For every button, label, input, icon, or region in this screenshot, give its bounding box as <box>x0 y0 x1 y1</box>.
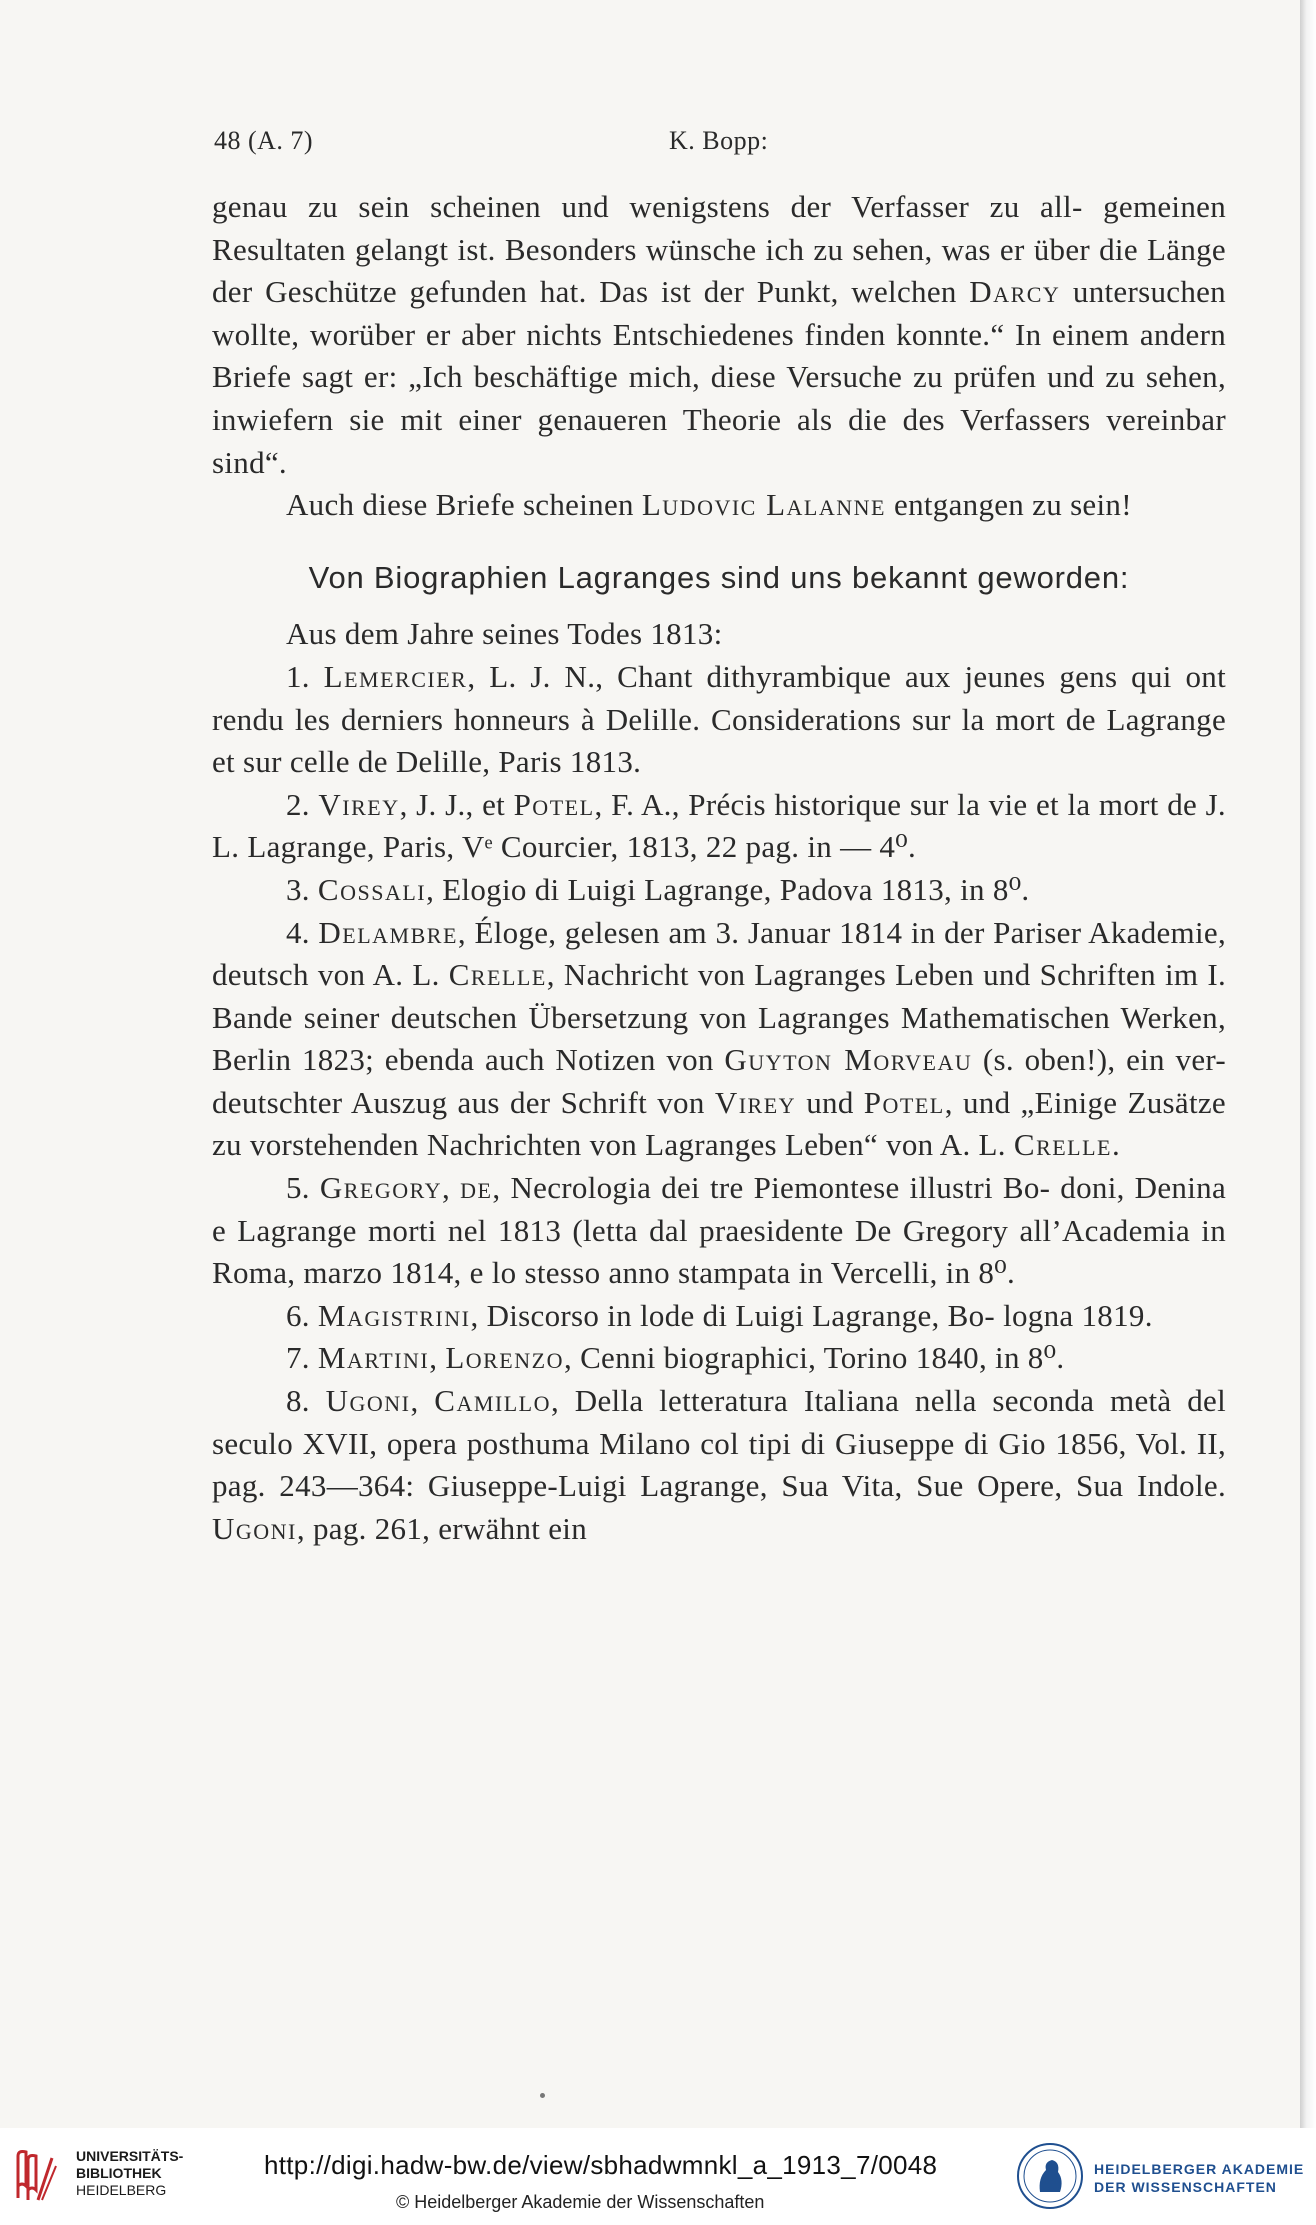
author-name: Gregory <box>319 1170 442 1206</box>
text-run: , Della letteratura Italiana nella seconda metà del seculo XVII, opera posthuma Milano col tipi di Giuseppe di Gio 1856, Vol. II, pag. 243—364: Giuseppe-Luigi Lagrange, Sua Vita, Sue Opere, Sua Indole. <box>212 1383 1226 1504</box>
text-run: , F. A., Précis historique sur la vie et la mort de J. L. Lagrange, Paris, Vᵉ Courcier, 1813, 22 pag. in — 4⁰. <box>212 786 1226 865</box>
text-run: und <box>796 1084 864 1120</box>
text-run: 3. <box>286 871 318 907</box>
bibliography-entry <box>212 869 1226 912</box>
bibliography-list <box>212 656 1226 1550</box>
author-name: Crelle <box>1013 1127 1112 1163</box>
author-name: Ugoni <box>325 1383 411 1419</box>
permalink-url[interactable]: http://digi.hadw-bw.de/view/sbhadwmnkl_a_1913_7/0048 <box>264 2150 938 2180</box>
author-name: Magistrini <box>317 1297 471 1333</box>
author-name: Martini <box>317 1340 430 1376</box>
author-name: Ludovic Lalanne <box>641 487 886 523</box>
print-speck <box>540 2093 545 2098</box>
text-run: , und „Einige Zusätze zu vorstehenden Nachrichten von Lagranges Leben“ von A. L. <box>212 1084 1226 1163</box>
text-run: 6. <box>286 1297 318 1333</box>
bibliography-entry <box>212 1295 1226 1338</box>
paragraph-1 <box>212 186 1226 484</box>
footer-bar <box>0 2128 1316 2225</box>
author-name: Camillo <box>434 1383 551 1419</box>
bibliography-entry <box>212 1167 1226 1295</box>
text-run: , <box>429 1340 446 1376</box>
text-run: 4. <box>286 914 319 950</box>
bibliography-entry <box>212 912 1226 1168</box>
running-head-author: K. Bopp: <box>669 126 769 155</box>
author-name: Darcy <box>969 274 1061 310</box>
text-run: . <box>1112 1127 1121 1163</box>
section-heading: Von Biographien Lagranges sind uns bekannt geworden: <box>308 559 1130 595</box>
text-run: 1. <box>286 658 324 694</box>
text-run: , Cenni biographici, Torino 1840, in 8⁰. <box>563 1340 1065 1376</box>
page-edge <box>1300 0 1316 2128</box>
page-number: 48 (A. 7) <box>214 126 314 155</box>
text-run: , Discorso in lode di Luigi Lagrange, Bo- logna 1819. <box>470 1297 1153 1333</box>
author-name: Potel <box>513 786 595 822</box>
author-name: Potel <box>863 1084 945 1120</box>
text-run: , <box>410 1383 435 1419</box>
text-run: , Éloge, gelesen am 3. Januar 1814 in der Pariser Akademie, deutsch von A. L. <box>212 914 1226 993</box>
paragraph-2 <box>212 484 1226 527</box>
text-run: 7. <box>286 1340 318 1376</box>
text-run: , J. J., et <box>399 786 514 822</box>
text-run: untersuchen wollte, worüber er aber nichts Entschiedenes finden konnte.“ In einem andern Briefe sagt er: „Ich beschäftige mich, diese Versuche zu prüfen und zu sehen, inwiefern sie mit einer genaueren Theorie als die des Verfassers vereinbar sind“. <box>212 274 1226 480</box>
author-name: Virey <box>318 786 400 822</box>
university-library-logo-icon <box>12 2146 66 2204</box>
author-name: Cossali <box>317 871 427 907</box>
bibliography-entry <box>212 1380 1226 1550</box>
author-name: Delambre <box>318 914 458 950</box>
intro-line: Aus dem Jahre seines Todes 1813: <box>286 616 723 652</box>
text-run: entgangen zu sein! <box>885 487 1132 523</box>
author-name: Virey <box>714 1084 797 1120</box>
running-head <box>214 126 1224 162</box>
author-name: Lemercier <box>323 658 468 694</box>
bibliography-entry <box>212 784 1226 869</box>
text-run: 8. <box>286 1383 326 1419</box>
text-run: , Nachricht von Lagranges Leben und Schriften im I. Bande seiner deutschen Übersetzung von Lagranges Mathematischen Werken, Berlin 1823; ebenda auch Notizen von <box>212 957 1226 1078</box>
university-library-name: UNIVERSITÄTS- BIBLIOTHEK HEIDELBERG <box>76 2148 184 2198</box>
author-name: de <box>460 1170 493 1206</box>
author-name: Crelle <box>448 957 547 993</box>
text-run: genau zu sein scheinen und wenigstens der Verfasser zu all- gemeinen Resultaten gelangt ist. Besonders wünsche ich zu sehen, was er über die Länge der Geschütze gefunden hat. Das ist der Punkt, welchen <box>212 189 1226 310</box>
author-name: Ugoni <box>212 1510 297 1546</box>
text-run: , <box>442 1170 461 1206</box>
body-text <box>212 186 1226 1550</box>
text-run: , L. J. N., Chant dithyrambique aux jeunes gens qui ont rendu les derniers honneurs à Delille. Considerations sur la mort de Lagrange et sur celle de Delille, Paris 1813. <box>212 658 1226 780</box>
text-run: Auch diese Briefe scheinen <box>286 487 642 523</box>
text-run: , pag. 261, erwähnt ein <box>296 1510 588 1546</box>
text-run: , Necrologia dei tre Piemontese illustri Bo- doni, Denina e Lagrange morti nel 1813 (letta dal praesidente De Gregory all’Academia in Roma, marzo 1814, e lo stesso anno stampata in Vercelli, in 8⁰. <box>212 1170 1227 1291</box>
academy-seal-icon <box>1016 2142 1084 2210</box>
text-run: (s. oben!), ein ver- deutschter Auszug aus der Schrift von <box>212 1042 1227 1120</box>
author-name: Lorenzo <box>445 1340 564 1376</box>
bibliography-entry <box>212 656 1226 784</box>
text-run: , Elogio di Luigi Lagrange, Padova 1813, in 8⁰. <box>426 871 1030 907</box>
bibliography-entry <box>212 1337 1226 1380</box>
text-run: 2. <box>286 786 319 822</box>
author-name: Guyton Morveau <box>724 1042 973 1078</box>
copyright-notice: © Heidelberger Akademie der Wissenschaften <box>396 2192 765 2212</box>
academy-name: HEIDELBERGER AKADEMIE DER WISSENSCHAFTEN <box>1094 2161 1305 2195</box>
text-run: 5. <box>286 1170 320 1206</box>
